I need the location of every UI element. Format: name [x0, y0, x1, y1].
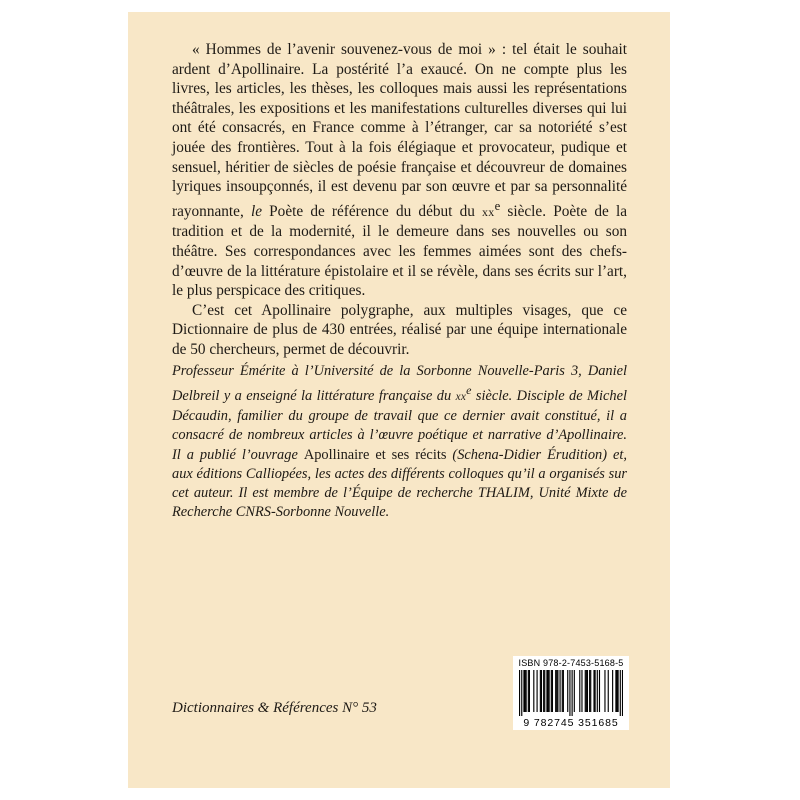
- barcode-bar: [604, 670, 605, 712]
- barcode-bar: [593, 670, 594, 712]
- barcode-bar: [616, 670, 617, 712]
- century-numeral: xx: [455, 391, 467, 403]
- barcode-bar: [519, 670, 520, 716]
- barcode-bar: [589, 670, 590, 712]
- book-title: Apollinaire et ses récits: [303, 446, 447, 463]
- barcode-bar: [556, 670, 557, 712]
- barcode-bar: [586, 670, 587, 712]
- barcode-bar: [595, 670, 596, 712]
- barcode-bar: [574, 670, 575, 712]
- barcode-bars: [519, 670, 623, 716]
- barcode-bar: [618, 670, 619, 712]
- barcode-bar: [528, 670, 529, 712]
- barcode-bar: [521, 670, 522, 716]
- barcode-bar: [590, 670, 591, 712]
- barcode-bar: [615, 670, 616, 712]
- barcode-bar: [544, 670, 545, 712]
- barcode-bar: [620, 670, 621, 716]
- barcode-bar: [581, 670, 582, 712]
- barcode-bar: [549, 670, 550, 712]
- barcode-bar: [524, 670, 525, 712]
- barcode-bar: [540, 670, 541, 712]
- barcode-bar: [579, 670, 580, 712]
- barcode-digits: 9 782745 351685: [523, 717, 619, 729]
- barcode-bar: [562, 670, 563, 712]
- barcode-bar: [552, 670, 553, 712]
- barcode-bar: [587, 670, 588, 712]
- series-label: Dictionnaires & Références N° 53: [172, 700, 377, 716]
- barcode-bar: [557, 670, 558, 712]
- barcode-bar: [551, 670, 552, 712]
- barcode-bar: [599, 670, 600, 712]
- barcode-bar: [567, 670, 568, 712]
- barcode-bar: [622, 670, 623, 716]
- barcode-bar: [541, 670, 542, 712]
- barcode-bar: [523, 670, 524, 712]
- author-bio-paragraph: Professeur Émérite à l’Université de la Sorbonne Nouvelle-Paris 3, Daniel Delbreil y a enseigné la littérature française du $xx^e$ siècle. Disciple de Michel Décaudin, familier du groupe de travail que ce dernier avait constitué, il a consacré de nombreux articles à l’œuvre poétique et narrative d’Apollinaire. Il a publié l’ouvrage Apollinaire et ses récits (Schena-Didier Érudition) et, aux éditions Calliopées, les actes des différents colloques qu’il a organisés sur cet auteur. Il est membre de l’Équipe de recherche THALIM, Unité Mixte de Recherche CNRS-Sorbonne Nouvelle.: [172, 363, 628, 521]
- blurb-text: [172, 40, 627, 360]
- blurb-paragraph-2: C’est cet Apollinaire polygraphe, aux multiples visages, que ce Dictionnaire de plus de 430 entrées, réalisé par une équipe internationale de 50 chercheurs, permet de découvrir.: [172, 301, 627, 358]
- barcode-bar: [555, 670, 556, 712]
- isbn-label: ISBN 978-2-7453-5168-5: [518, 658, 624, 668]
- barcode-bar: [537, 670, 538, 712]
- barcode: [513, 656, 629, 730]
- barcode-bar: [560, 670, 561, 712]
- barcode-bar: [529, 670, 530, 712]
- barcode-bar: [547, 670, 548, 712]
- barcode-bar: [526, 670, 527, 712]
- barcode-bar: [585, 670, 586, 712]
- barcode-bar: [572, 670, 573, 716]
- emphasis-le: le: [250, 202, 262, 220]
- barcode-bar: [608, 670, 609, 712]
- barcode-bar: [546, 670, 547, 712]
- author-bio: [172, 362, 627, 522]
- blurb-paragraph-1: « Hommes de l’avenir souvenez-vous de moi » : tel était le souhait ardent d’Apollinaire. La postérité l’a exaucé. On ne compte plus les livres, les articles, les thèses, les colloques mais aussi les représentations théâtrales, les expositions et les manifestations culturelles diverses qui lui ont été consacrés, en France comme à l’étranger, car sa notoriété s’est jouée des frontières. Tout à la fois élégiaque et provocateur, pudique et sensuel, héritier de siècles de poésie française et découvreur de domaines lyriques insoupçonnés, il est devenu par son œuvre et par sa personnalité rayonnante, le Poète de référence du début du $xx^e$ siècle. Poète de la tradition et de la modernité, il le demeure dans ses nouvelles ou son théâtre. Ses correspondances avec les femmes aimées sont des chefs-d’œuvre de la littérature épistolaire et il se révèle, dans ses écrits sur l’art, le plus perspicace des critiques.: [172, 41, 627, 300]
- barcode-bar: [569, 670, 570, 716]
- barcode-bar: [543, 670, 544, 712]
- century-numeral: xx: [482, 204, 495, 219]
- barcode-bar: [597, 670, 598, 712]
- barcode-bar: [563, 670, 564, 712]
- barcode-bar: [533, 670, 534, 712]
- barcode-bar: [612, 670, 613, 712]
